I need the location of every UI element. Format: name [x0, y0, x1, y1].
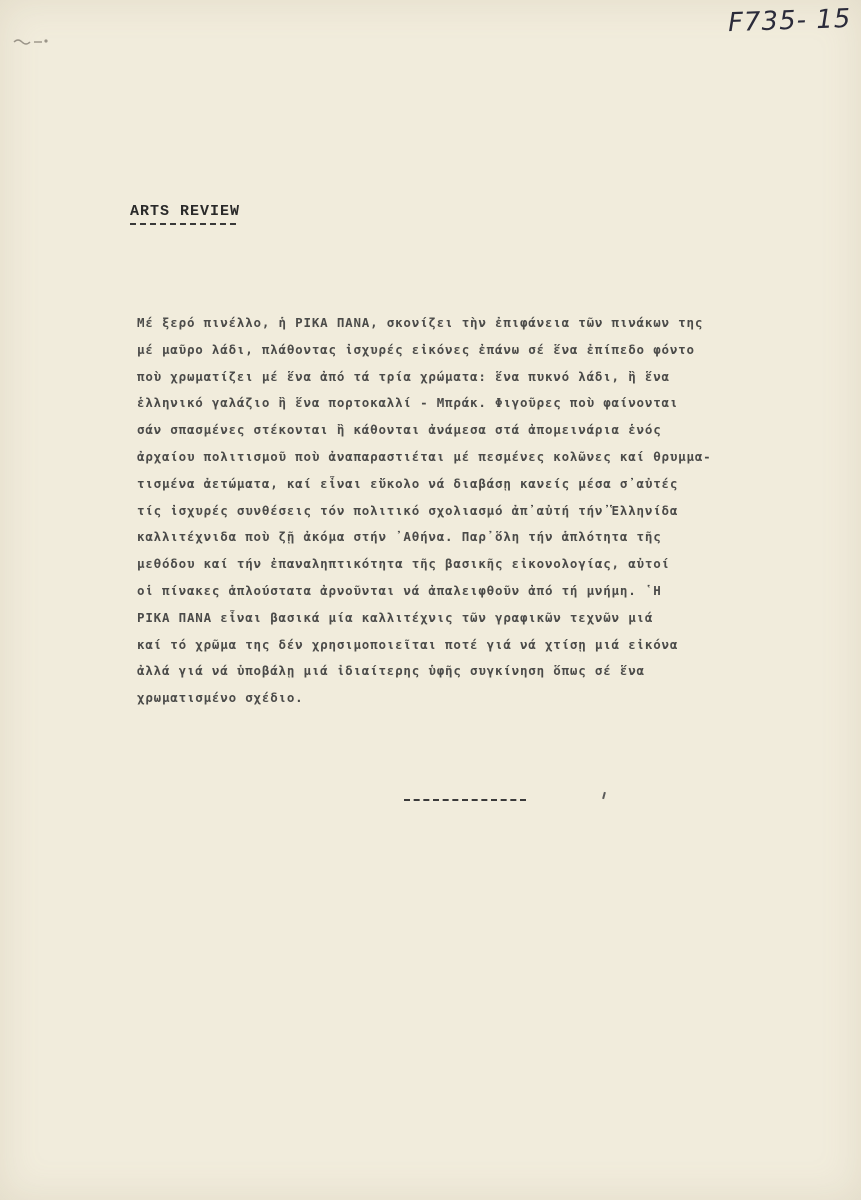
title-underline — [130, 223, 236, 225]
corner-ink-mark — [12, 34, 52, 48]
body-line: τίς ἰσχυρές συνθέσεις τόν πολιτικό σχολιασμό ἀπ᾽αὐτή τήν᾽Ἑλληνίδα — [137, 502, 679, 518]
body-line: μεθόδου καί τήν ἐπαναληπτικότητα τῆς βασικῆς εἰκονολογίας, αὐτοί — [137, 556, 670, 572]
body-line: σάν σπασμένες στέκονται ἢ κάθονται ἀνάμεσα στά ἀπομεινάρια ἑνός — [137, 422, 662, 438]
body-line: καλλιτέχνιδα ποὺ ζῇ ἀκόμα στήν ᾽Αθήνα. Παρ᾽ὅλη τήν ἁπλότητα τῆς — [137, 529, 662, 545]
review-body — [137, 310, 797, 712]
body-line: ΡΙΚΑ ΠΑΝΑ εἶναι βασικά μία καλλιτέχνις τῶν γραφικῶν τεχνῶν μιά — [137, 609, 654, 625]
body-line: ἀρχαίου πολιτισμοῦ ποὺ ἀναπαραστιέται μέ πεσμένες κολῶνες καί θρυμμα- — [137, 448, 712, 464]
body-line: ἑλληνικό γαλάζιο ἢ ἕνα πορτοκαλλί - Μπράκ. Φιγοῦρες ποὺ φαίνονται — [137, 395, 679, 411]
body-line: χρωματισμένο σχέδιο. — [137, 690, 304, 706]
body-line: ἀλλά γιά νά ὑποβάλῃ μιά ἰδιαίτερης ὑφῆς συγκίνηση ὅπως σέ ἕνα — [137, 663, 645, 679]
body-line: τισμένα ἀετώματα, καί εἶναι εὔκολο νά διαβάσῃ κανείς μέσα σ᾽αὐτές — [137, 475, 679, 491]
heading-block — [130, 203, 240, 225]
stray-pen-mark — [602, 792, 606, 799]
body-line: Μέ ξερό πινέλλο, ἡ ΡΙΚΑ ΠΑΝΑ, σκονίζει τὴν ἐπιφάνεια τῶν πινάκων της — [137, 315, 704, 330]
body-line: καί τό χρῶμα της δέν χρησιμοποιεῖται ποτέ γιά νά χτίσῃ μιά εἰκόνα — [137, 636, 679, 652]
body-line: ποὺ χρωματίζει μέ ἕνα ἀπό τά τρία χρώματα: ἕνα πυκνό λάδι, ἢ ἕνα — [137, 368, 670, 384]
archive-reference-number: F735- 15 — [727, 3, 852, 39]
end-of-text-rule — [404, 799, 526, 801]
page-title: ARTS REVIEW — [130, 203, 241, 220]
body-line: οἱ πίνακες ἁπλούστατα ἀρνοῦνται νά ἀπαλειφθοῦν ἀπό τή μνήμη. ῾Η — [137, 582, 662, 598]
body-line: μέ μαῦρο λάδι, πλάθοντας ἰσχυρές εἰκόνες ἐπάνω σέ ἕνα ἐπίπεδο φόντο — [137, 341, 695, 357]
